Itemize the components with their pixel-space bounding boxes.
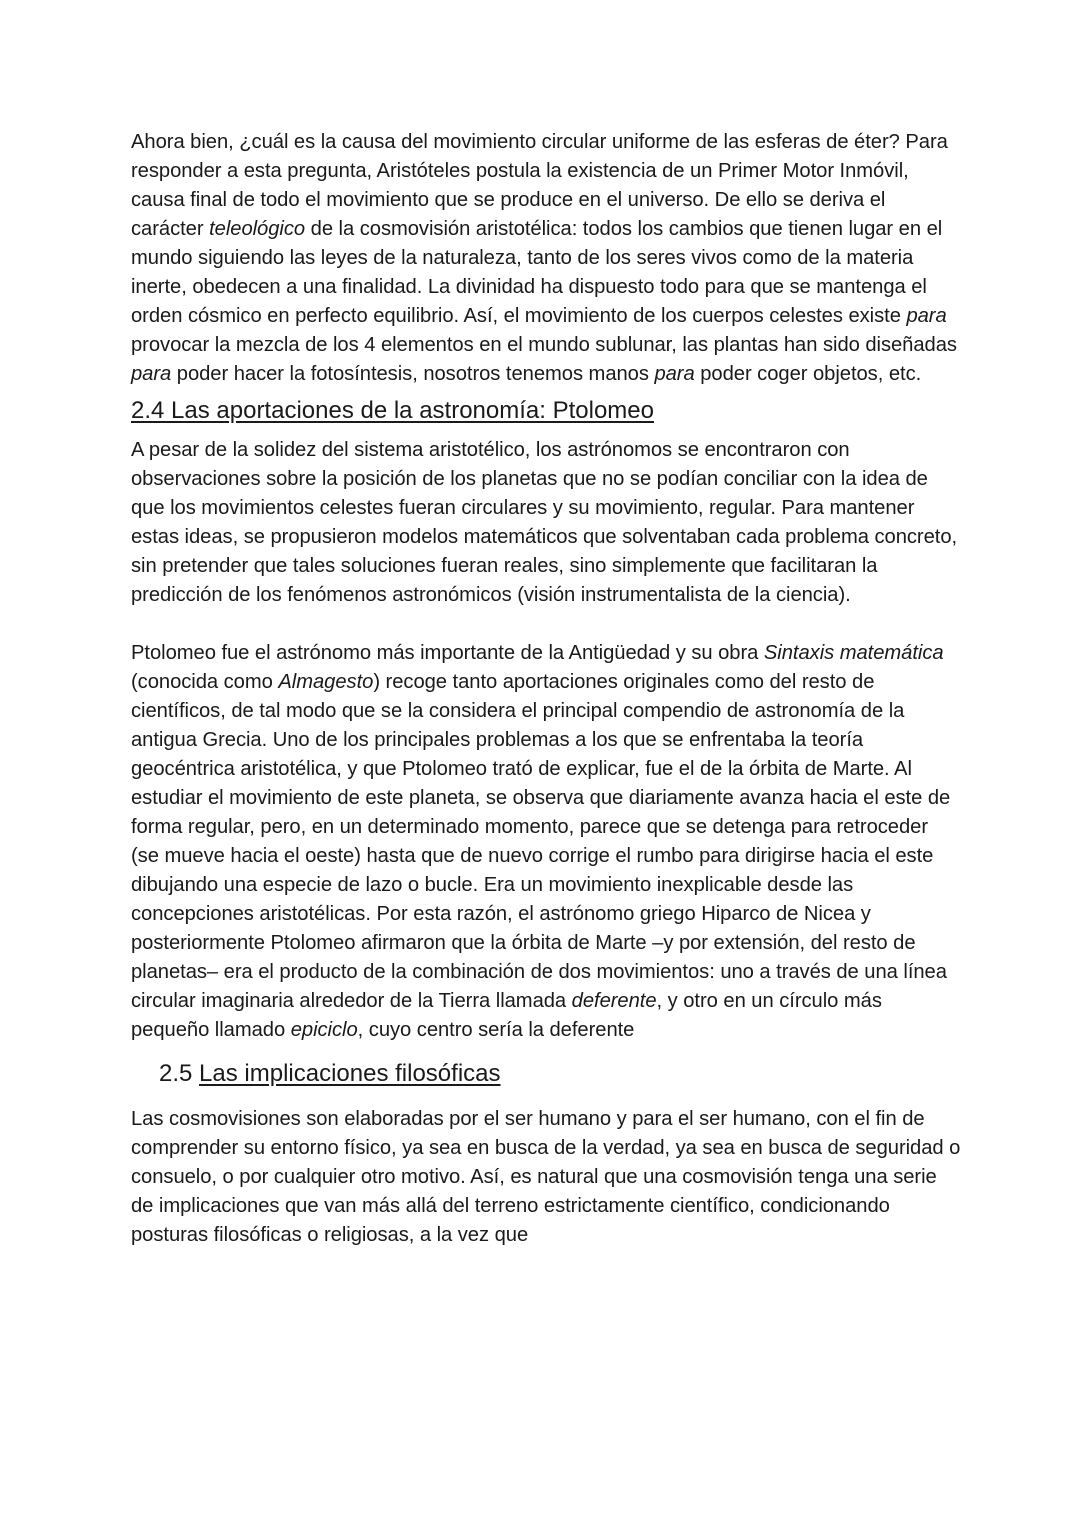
italic-term: epiciclo <box>290 1019 358 1041</box>
section-heading-text: Las implicaciones filosóficas <box>199 1060 501 1087</box>
text-run: Ptolomeo fue el astrónomo más importante de la Antigüedad y su obra <box>131 642 764 664</box>
text-run: provocar la mezcla de los 4 elementos en el mundo sublunar, las plantas han sido diseñadas <box>131 334 957 356</box>
italic-term: para <box>654 363 695 385</box>
italic-term: deferente <box>571 990 657 1012</box>
text-run: ) recoge tanto aportaciones originales como del resto de científicos, de tal modo que se la considera el principal compendio de astronomía de la antigua Grecia. Uno de los principales problemas a los que se enfrentaba la teoría geocéntrica aristotélica, y que Ptolomeo trató de explicar, fue el de la órbita de Marte. Al estudiar el movimiento de este planeta, se observa que diariamente avanza hacia el este de forma regular, pero, en un determinado momento, parece que se detenga para retroceder (se mueve hacia el oeste) hasta que de nuevo corrige el rumbo para dirigirse hacia el este dibujando una especie de lazo o bucle. Era un movimiento inexplicable desde las concepciones aristotélicas. Por esta razón, el astrónomo griego Hiparco de Nicea y posteriormente Ptolomeo afirmaron que la órbita de Marte –y por extensión, del resto de planetas– era el producto de la combinación de dos movimientos: uno a través de una línea circular imaginaria alrededor de la Tierra llamada <box>131 671 951 1012</box>
section-heading-text: 2.4 Las aportaciones de la astronomía: Ptolomeo <box>131 397 654 424</box>
intro-paragraph <box>131 128 961 389</box>
ptolomeo-paragraph <box>131 639 961 1045</box>
text-run: , y otro en un círculo más pequeño llamado <box>131 990 882 1041</box>
section-heading-2-4 <box>131 395 961 427</box>
italic-term: Sintaxis matemática <box>763 642 944 664</box>
text-run: Ahora bien, ¿cuál es la causa del movimiento circular uniforme de las esferas de éter? Para responder a esta pregunta, Aristóteles postula la existencia de un Primer Motor Inmóvil, causa final de todo el movimiento que se produce en el universo. De ello se deriva el carácter <box>131 131 948 240</box>
italic-term: para <box>131 363 172 385</box>
paragraph-spacer <box>131 610 961 639</box>
section-number: 2.5 <box>159 1060 200 1087</box>
text-run: poder hacer la fotosíntesis, nosotros tenemos manos <box>171 363 655 385</box>
implications-paragraph: Las cosmovisiones son elaboradas por el ser humano y para el ser humano, con el fin de comprender su entorno físico, ya sea en busca de la verdad, ya sea en busca de seguridad o consuelo, o por cualquier otro motivo. Así, es natural que una cosmovisión tenga una serie de implicaciones que van más allá del terreno estrictamente científico, condicionando posturas filosóficas o religiosas, a la vez que <box>131 1108 961 1246</box>
italic-term: Almagesto <box>278 671 374 693</box>
section-heading-2-5 <box>131 1058 961 1090</box>
text-run: poder coger objetos, etc. <box>694 363 922 385</box>
document-page <box>131 128 961 1250</box>
text-run: de la cosmovisión aristotélica: todos los cambios que tienen lugar en el mundo siguiendo las leyes de la naturaleza, tanto de los seres vivos como de la materia inerte, obedecen a una finalidad. La divinidad ha dispuesto todo para que se mantenga el orden cósmico en perfecto equilibrio. Así, el movimiento de los cuerpos celestes existe <box>131 218 943 327</box>
italic-term: para <box>906 305 947 327</box>
text-run: , cuyo centro sería la deferente <box>357 1019 635 1041</box>
astronomy-paragraph: A pesar de la solidez del sistema aristotélico, los astrónomos se encontraron con observaciones sobre la posición de los planetas que no se podían conciliar con la idea de que los movimientos celestes fueran circulares y su movimiento, regular. Para mantener estas ideas, se propusieron modelos matemáticos que solventaban cada problema concreto, sin pretender que tales soluciones fueran reales, sino simplemente que facilitaran la predicción de los fenómenos astronómicos (visión instrumentalista de la ciencia). <box>131 439 958 606</box>
italic-term: teleológico <box>209 218 306 240</box>
text-run: (conocida como <box>131 671 279 693</box>
